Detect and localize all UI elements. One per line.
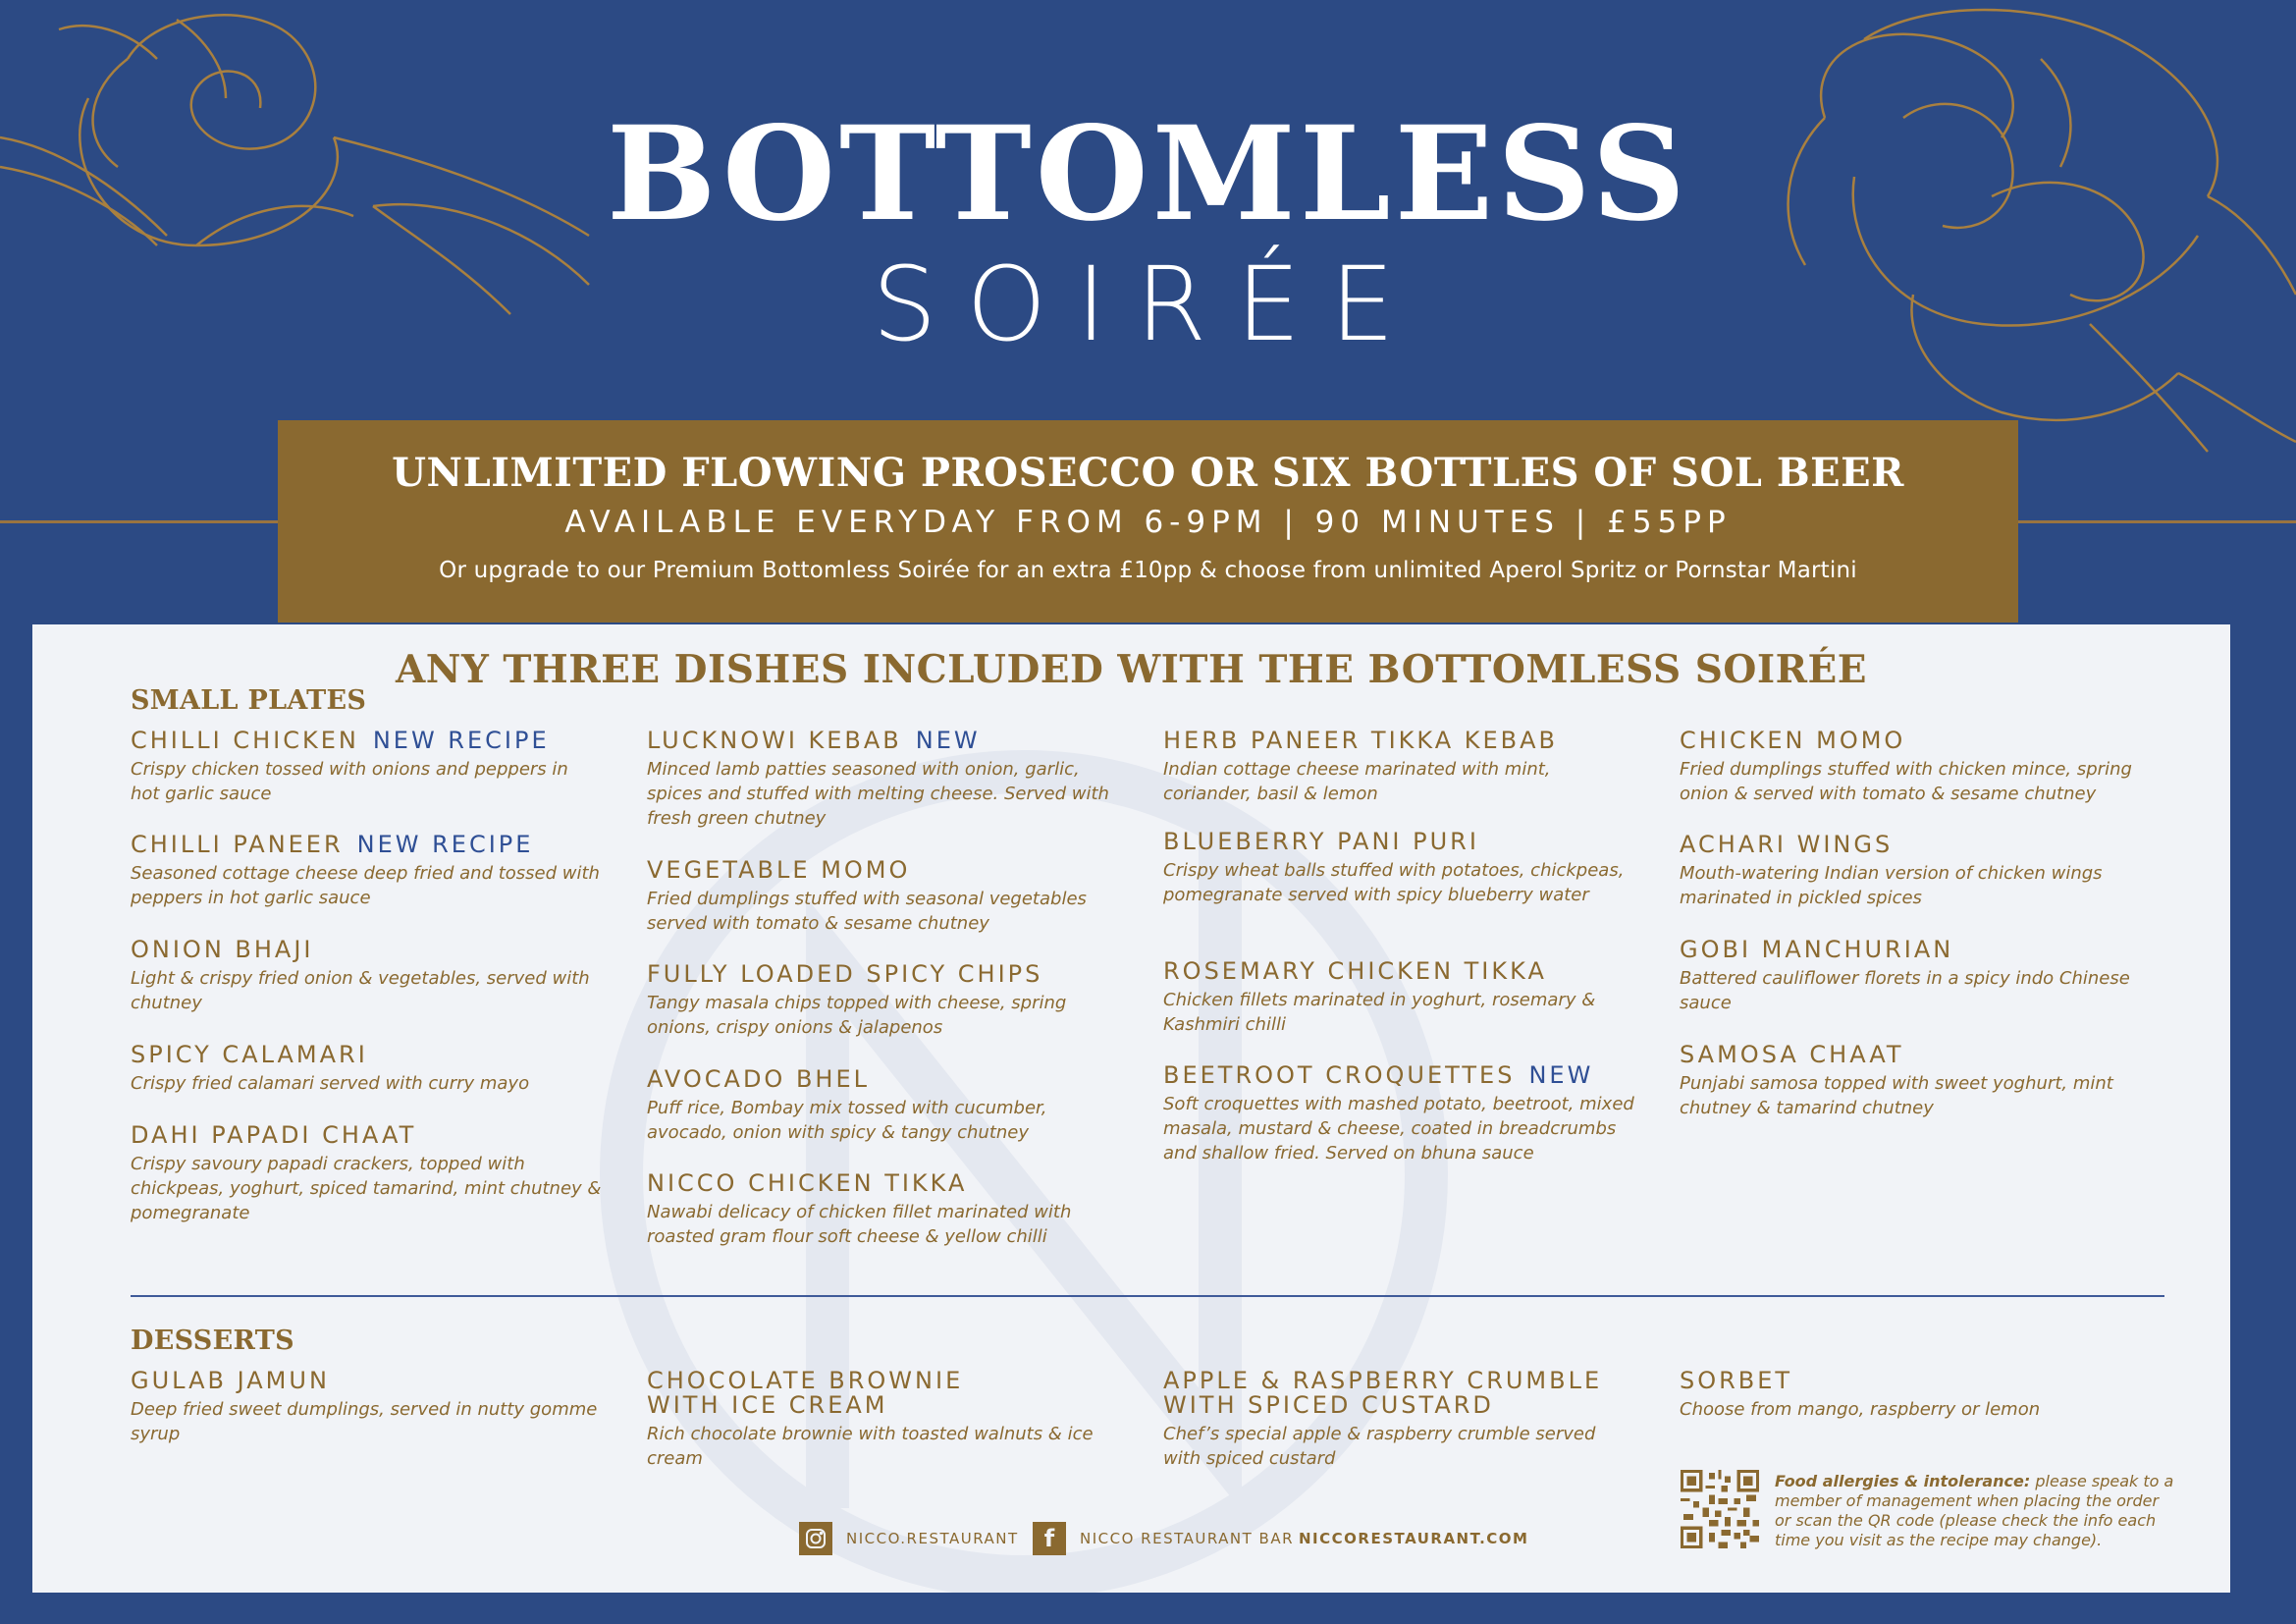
item-description: Chef’s special apple & raspberry crumble served with spiced custard [1163,1424,1596,1469]
new-tag: NEW [915,727,981,754]
item-description: Crispy savoury papadi crackers, topped with chickpeas, yoghurt, spiced tamarind, mint chutney & pomegranate [131,1154,602,1223]
allergy-notice-text: please speak to a member of management when placing the order or scan the QR code (please check the info each time you visit as the recipe may change). [1775,1472,2174,1549]
item-description: Deep fried sweet dumplings, served in nutty gomme syrup [131,1399,598,1444]
item-name: CHILLI CHICKEN [131,727,359,754]
menu-item [1680,833,2161,910]
small-plates-heading: SMALL PLATES [131,685,367,716]
menu-item [1163,729,1644,806]
instagram-icon [799,1522,832,1555]
allergy-notice [1775,1472,2177,1550]
dessert-item [647,1369,1128,1471]
section-divider [131,1295,2164,1297]
menu-item [131,938,612,1015]
item-name: APPLE & RASPBERRY CRUMBLE [1163,1367,1603,1394]
offer-headline: UNLIMITED FLOWING PROSECCO OR SIX BOTTLES OF SOL BEER [392,450,1904,496]
item-description: Light & crispy fried onion & vegetables, served with chutney [131,968,590,1013]
offer-details: AVAILABLE EVERYDAY FROM 6-9PM | 90 MINUTES | £55PP [564,505,1732,540]
item-description: Nawabi delicacy of chicken fillet marinated with roasted gram flour soft cheese & yellow chilli [647,1202,1072,1247]
item-description: Crispy wheat balls stuffed with potatoes, chickpeas, pomegranate served with spicy blueberry water [1163,860,1625,905]
item-description: Punjabi samosa topped with sweet yoghurt, mint chutney & tamarind chutney [1680,1073,2113,1118]
facebook-handle: NICCO RESTAURANT BAR [1080,1530,1295,1547]
item-description: Choose from mango, raspberry or lemon [1680,1399,2041,1420]
dessert-item [1680,1369,2161,1422]
facebook-icon: f [1033,1522,1066,1555]
menu-item [1163,1063,1644,1165]
item-name: ONION BHAJI [131,936,314,963]
item-name: GOBI MANCHURIAN [1680,936,1954,963]
gold-rule-right [2018,520,2296,523]
menu-item [1680,1043,2161,1120]
menu-item [1163,959,1644,1037]
menu-item [647,1171,1128,1249]
menu-item [131,1043,612,1096]
item-description: Crispy fried calamari served with curry mayo [131,1073,530,1094]
item-name: FULLY LOADED SPICY CHIPS [647,960,1043,988]
dessert-item [131,1369,612,1446]
item-name: SORBET [1680,1367,1793,1394]
item-description: Soft croquettes with mashed potato, beetroot, mixed masala, mustard & cheese, coated in breadcrumbs and shallow fried. Served on bhuna sauce [1163,1094,1634,1164]
item-description: Chicken fillets marinated in yoghurt, rosemary & Kashmiri chilli [1163,990,1596,1035]
item-name: CHOCOLATE BROWNIE [647,1367,964,1394]
item-description: Tangy masala chips topped with cheese, spring onions, crispy onions & jalapenos [647,993,1067,1038]
menu-item [647,858,1128,936]
item-name: CHILLI PANEER [131,831,344,858]
allergy-notice-title: Food allergies & intolerance: [1775,1472,2031,1490]
item-name: SPICY CALAMARI [131,1041,368,1068]
item-description: Rich chocolate brownie with toasted walnuts & ice cream [647,1424,1094,1469]
qr-code-icon[interactable] [1681,1470,1759,1548]
item-description: Indian cottage cheese marinated with mint, coriander, basil & lemon [1163,759,1551,804]
item-description: Fried dumplings stuffed with seasonal vegetables served with tomato & sesame chutney [647,889,1087,934]
website-url: NICCORESTAURANT.COM [1299,1530,1529,1547]
item-name: SAMOSA CHAAT [1680,1041,1904,1068]
menu-item [647,1067,1128,1145]
item-description: Mouth-watering Indian version of chicken wings marinated in pickled spices [1680,863,2103,908]
item-description: Crispy chicken tossed with onions and peppers in hot garlic sauce [131,759,568,804]
instagram-handle: NICCO.RESTAURANT [846,1530,1019,1547]
website-link[interactable] [1299,1519,1528,1558]
gold-rule-left [0,520,278,523]
item-description: Fried dumplings stuffed with chicken mince, spring onion & served with tomato & sesame chutney [1680,759,2132,804]
item-description: Seasoned cottage cheese deep fried and tossed with peppers in hot garlic sauce [131,863,600,908]
menu-item [647,962,1128,1040]
menu-item [647,729,1128,831]
item-description: Minced lamb patties seasoned with onion, garlic, spices and stuffed with melting cheese. Served with fresh green chutney [647,759,1109,829]
page-subtitle: SOIRÉE [872,244,1424,364]
item-name: CHICKEN MOMO [1680,727,1906,754]
page-title: BOTTOMLESS [606,98,1690,250]
menu-panel [32,624,2230,1593]
menu-item [131,1123,612,1225]
item-name: AVOCADO BHEL [647,1065,870,1093]
menu-item [1680,729,2161,806]
item-description: Battered cauliflower florets in a spicy indo Chinese sauce [1680,968,2130,1013]
dessert-item [1163,1369,1644,1471]
item-name: LUCKNOWI KEBAB [647,727,902,754]
menu-item [1163,830,1644,907]
item-name-line-2: WITH SPICED CUSTARD [1163,1391,1494,1419]
new-recipe-tag: NEW RECIPE [356,831,534,858]
item-name: VEGETABLE MOMO [647,856,911,884]
new-tag: NEW [1528,1061,1594,1089]
menu-item [131,729,612,806]
instagram-link[interactable] [799,1519,1019,1558]
item-name: NICCO CHICKEN TIKKA [647,1169,968,1197]
item-name: ROSEMARY CHICKEN TIKKA [1163,957,1547,985]
new-recipe-tag: NEW RECIPE [372,727,550,754]
menu-heading: ANY THREE DISHES INCLUDED WITH THE BOTTOMLESS SOIRÉE [396,647,1867,692]
item-name: BLUEBERRY PANI PURI [1163,828,1479,855]
item-name: GULAB JAMUN [131,1367,330,1394]
item-name: DAHI PAPADI CHAAT [131,1121,417,1149]
item-name: BEETROOT CROQUETTES [1163,1061,1516,1089]
item-name: HERB PANEER TIKKA KEBAB [1163,727,1559,754]
menu-item [131,833,612,910]
item-name-line-2: WITH ICE CREAM [647,1391,888,1419]
item-name: ACHARI WINGS [1680,831,1894,858]
offer-upgrade-note: Or upgrade to our Premium Bottomless Soirée for an extra £10pp & choose from unlimited Aperol Spritz or Pornstar Martini [439,558,1857,583]
desserts-heading: DESSERTS [131,1326,294,1356]
item-description: Puff rice, Bombay mix tossed with cucumber, avocado, onion with spicy & tangy chutney [647,1098,1047,1143]
offer-banner [278,420,2018,623]
menu-item [1680,938,2161,1015]
facebook-link[interactable] [1033,1519,1294,1558]
